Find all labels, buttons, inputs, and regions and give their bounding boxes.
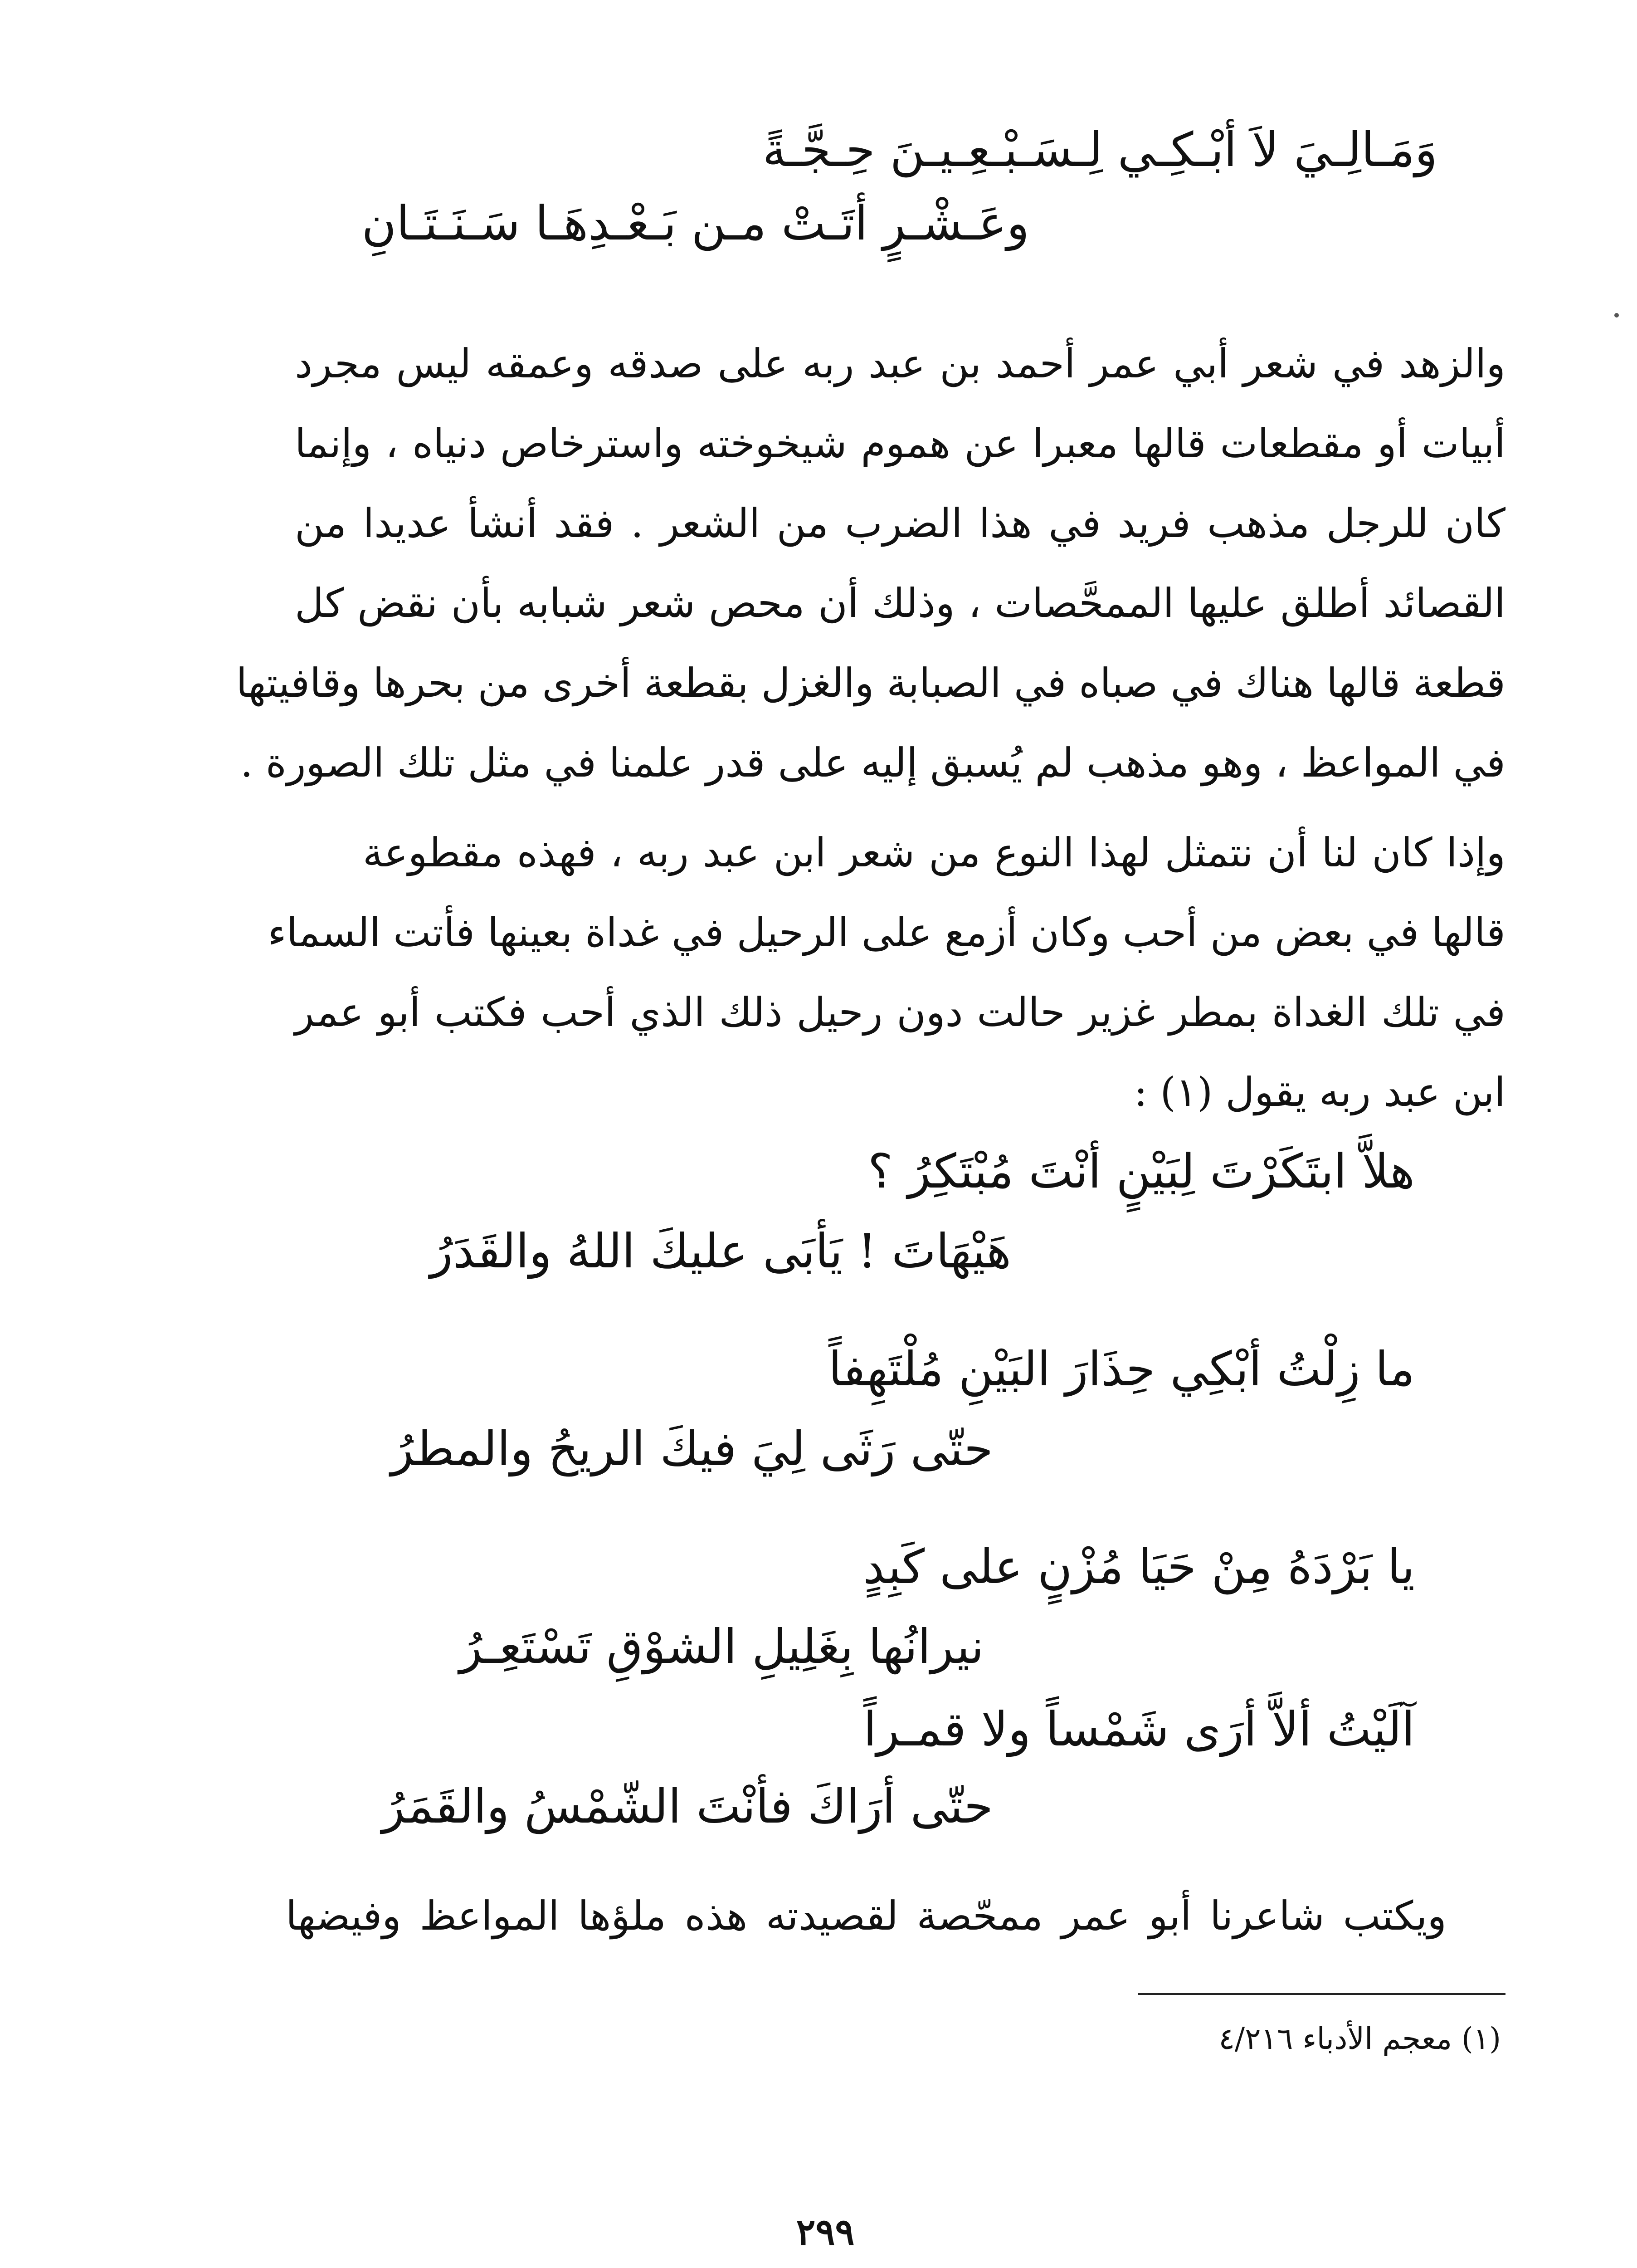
- para1-line-1: والزهد في شعر أبي عمر أحمد بن عبد ربه على صدقه وعمقه ليس مجرد: [295, 340, 1505, 387]
- para1-line-3: كان للرجل مذهب فريد في هذا الضرب من الشعر . فقد أنشأ عديدا من: [295, 500, 1505, 547]
- para1-line-5: قطعة قالها هناك في صباه في الصبابة والغزل بقطعة أخرى من بحرها وقافيتها: [236, 660, 1505, 706]
- poem2-verse4-first: آلَيْتُ ألاَّ أرَى شَمْساً ولا قمـراً: [863, 1701, 1415, 1757]
- footnote: (١) معجم الأدباء ٤/٢١٦: [1218, 2021, 1501, 2056]
- para2-line-4: ابن عبد ربه يقول (١) :: [1134, 1069, 1505, 1115]
- poem2-verse3-second: نيرانُها بِغَلِيلِ الشوْقِ تَسْتَعِـرُ: [459, 1619, 984, 1674]
- poem2-verse2-first: ما زِلْتُ أبْكِي حِذَارَ البَيْنِ مُلْتَهِفاً: [828, 1341, 1415, 1397]
- para2-line-1: وإذا كان لنا أن نتمثل لهذا النوع من شعر ابن عبد ربه ، فهذه مقطوعة: [363, 829, 1505, 876]
- poem2-verse3-first: يا بَرْدَهُ مِنْ حَيَا مُزْنٍ على كَبِدٍ: [863, 1539, 1415, 1594]
- poem1-line1: وَمَـالِـيَ لاَ أبْـكِـي لِـسَـبْـعِـيـنَ حِـجَّـةً: [762, 122, 1437, 177]
- poem2-verse1-second: هَيْهَاتَ ! يَأبَى عليكَ اللهُ والقَدَرُ: [430, 1223, 1011, 1279]
- poem1-line2: وعَـشْـرٍ أتَـتْ مـن بَـعْـدِهَـا سَـنَـتَـانِ: [361, 196, 1029, 251]
- para1-line-6: في المواعظ ، وهو مذهب لم يُسبق إليه على قدر علمنا في مثل تلك الصورة .: [240, 739, 1505, 786]
- page-number: ٢٩٩: [796, 2210, 855, 2253]
- para1-line-4: القصائد أطلق عليها الممحَّصات ، وذلك أن محص شعر شبابه بأن نقض كل: [295, 580, 1505, 626]
- poem2-verse2-second: حتّى رَثَى لِيَ فيكَ الريحُ والمطرُ: [390, 1421, 993, 1476]
- para2-line-3: في تلك الغداة بمطر غزير حالت دون رحيل ذلك الذي أحب فكتب أبو عمر: [295, 989, 1505, 1036]
- footnote-rule: [1138, 1993, 1505, 1995]
- para2-line-2: قالها في بعض من أحب وكان أزمع على الرحيل في غداة بعينها فأتت السماء: [268, 909, 1505, 956]
- scan-speck: [1614, 313, 1619, 318]
- para1-line-2: أبيات أو مقطعات قالها معبرا عن هموم شيخوخته واسترخاص دنياه ، وإنما: [295, 420, 1505, 467]
- poem2-verse4-second: حتّى أرَاكَ فأنْتَ الشّمْسُ والقَمَرُ: [382, 1779, 993, 1834]
- poem2-verse1-first: هلاَّ ابتَكَرْتَ لِبَيْنٍ أنْتَ مُبْتَكِرُ ؟: [867, 1144, 1415, 1199]
- para3-line-1: ويكتب شاعرنا أبو عمر ممحّصة لقصيدته هذه ملؤها المواعظ وفيضها: [286, 1892, 1447, 1939]
